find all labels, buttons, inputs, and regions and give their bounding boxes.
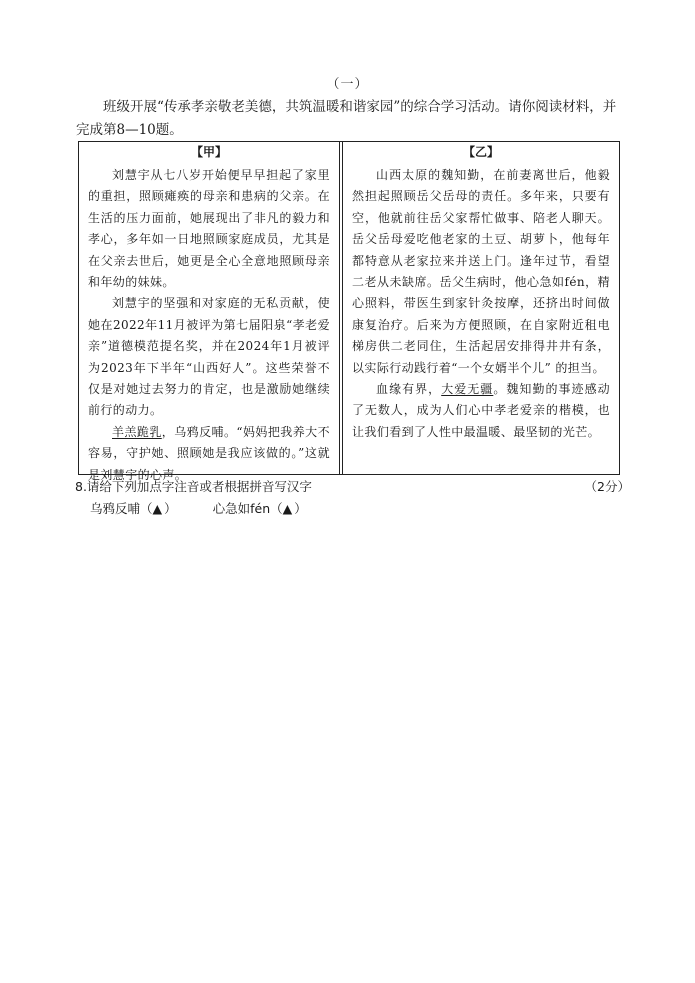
- item-close: ）: [294, 501, 307, 516]
- question-8: [75, 477, 630, 495]
- underlined-phrase: 羊羔跪乳: [112, 424, 162, 439]
- material-yi-paragraph-2: [352, 379, 610, 443]
- material-jia-paragraph-1: 刘慧宇从七八岁开始便早早担起了家里的重担，照顾瘫痪的母亲和患病的父亲。在生活的压力面前，她展现出了非凡的毅力和孝心，多年如一日地照顾家庭成员，尤其是在父亲去世后，她更是全心全意地照顾母亲和年幼的妹妹。: [88, 168, 331, 290]
- intro-paragraph: 班级开展“传承孝亲敬老美德，共筑温暖和谐家园”的综合学习活动。请你阅读材料，并完成第8—10题。: [76, 99, 617, 138]
- question-8-items: [90, 499, 307, 517]
- answer-blank[interactable]: ▲: [152, 501, 165, 516]
- paragraph-text: ，乌鸦反哺。“妈妈把我养大不容易，守护她、照顾她是我应该做的。”这就是刘慧宇的心声。: [88, 424, 331, 482]
- materials-table: [78, 141, 620, 482]
- question-text: 8.请给下列加点字注音或者根据拼音写汉字: [75, 479, 312, 494]
- material-yi-paragraph-1: 山西太原的魏知勤，在前妻离世后，他毅然担起照顾岳父岳母的责任。多年来，只要有空，他就前往岳父家帮忙做事、陪老人聊天。岳父岳母爱吃他老家的土豆、胡萝卜，他每年都特意从老家拉来并送上门。逢年过节，看望二老从未缺席。岳父生病时，他心急如fén，精心照料，带医生到家针灸按摩，还挤出时间做康复治疗。后来为方便照顾，在自家附近租电梯房供二老同住，生活起居安排得井井有条，以实际行动践行着“一个女婿半个儿” 的担当。: [352, 168, 610, 375]
- underlined-phrase: 大爱无疆: [441, 382, 494, 397]
- question-score: （2分）: [584, 479, 630, 494]
- material-yi-heading: 【乙】: [463, 145, 500, 159]
- answer-blank[interactable]: ▲: [282, 501, 295, 516]
- item-prompt: 心急如fén（: [212, 501, 283, 516]
- paragraph-text: 血缘有界，: [376, 382, 442, 397]
- material-yi-column: [342, 142, 619, 474]
- item-close: ）: [164, 501, 177, 516]
- material-jia-column: [79, 142, 340, 482]
- paragraph-text: 。魏知勤的事迹感动了无数人，成为人们心中孝老爱亲的楷模，也让我们看到了人性中最温暖、最坚韧的光芒。: [352, 382, 610, 439]
- material-jia-heading: 【甲】: [191, 145, 228, 159]
- material-jia-paragraph-2: 刘慧宇的坚强和对家庭的无私贡献，使她在2022年11月被评为第七届阳泉“孝老爱亲”道德模范提名奖，并在2024年1月被评为2023年下半年“山西好人”。这些荣誉不仅是对她过去努力的肯定，也是激励她继续前行的动力。: [88, 296, 331, 418]
- answer-item-2: [213, 499, 307, 517]
- answer-item-1: [90, 499, 177, 517]
- section-title: （一）: [326, 77, 369, 92]
- item-prompt: 乌鸦反哺（: [90, 501, 153, 516]
